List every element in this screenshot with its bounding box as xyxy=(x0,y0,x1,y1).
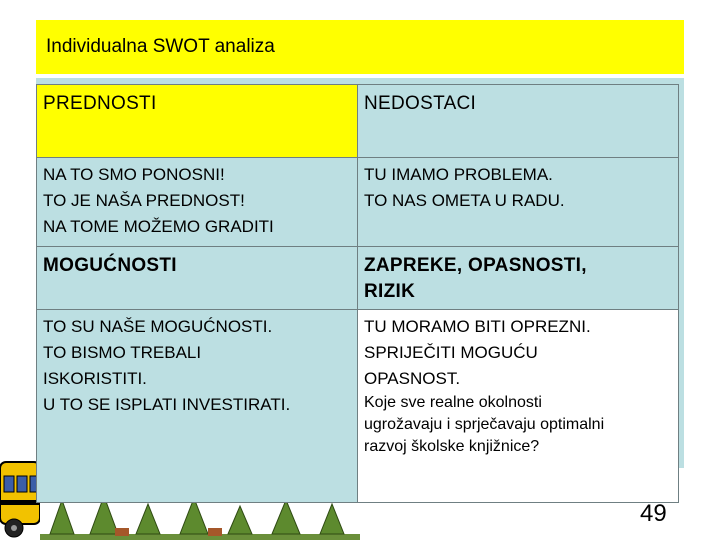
threats-question-line: Koje sve realne okolnosti xyxy=(364,394,542,411)
threats-heading-line: ZAPREKE, OPASNOSTI, xyxy=(364,255,587,276)
threats-header xyxy=(358,247,679,310)
strengths-line: TO JE NAŠA PREDNOST! xyxy=(43,191,245,210)
threats-question-line: ugrožavaju i sprječavaju optimalni xyxy=(364,416,605,433)
strengths-header xyxy=(37,85,358,158)
opportunities-header xyxy=(37,247,358,310)
strengths-line: NA TO SMO PONOSNI! xyxy=(43,165,225,184)
opportunities-heading: MOGUĆNOSTI xyxy=(43,255,177,276)
swot-table xyxy=(36,84,679,503)
slide-title: Individualna SWOT analiza xyxy=(46,36,275,57)
threats-line: SPRIJEČITI MOGUĆU xyxy=(364,343,538,362)
opportunities-line: TO BISMO TREBALI xyxy=(43,343,202,362)
weaknesses-body xyxy=(358,158,679,247)
opportunities-body xyxy=(37,310,358,503)
opportunities-line: U TO SE ISPLATI INVESTIRATI. xyxy=(43,395,291,414)
weaknesses-header xyxy=(358,85,679,158)
opportunities-line: TO SU NAŠE MOGUĆNOSTI. xyxy=(43,317,273,336)
page-number: 49 xyxy=(640,500,667,527)
weaknesses-heading: NEDOSTACI xyxy=(364,93,477,114)
threats-line: OPASNOST. xyxy=(364,369,461,388)
threats-line: TU MORAMO BITI OPREZNI. xyxy=(364,317,591,336)
threats-heading-line: RIZIK xyxy=(364,281,416,302)
threats-body xyxy=(358,310,679,503)
strengths-line: NA TOME MOŽEMO GRADITI xyxy=(43,217,274,236)
strengths-body xyxy=(37,158,358,247)
slide-title-bar xyxy=(36,20,684,74)
weaknesses-line: TU IMAMO PROBLEMA. xyxy=(364,165,553,184)
strengths-heading: PREDNOSTI xyxy=(43,93,157,114)
weaknesses-line: TO NAS OMETA U RADU. xyxy=(364,191,565,210)
threats-question-line: razvoj školske knjižnice? xyxy=(364,438,540,455)
school-bus-icon xyxy=(0,440,40,540)
opportunities-line: ISKORISTITI. xyxy=(43,369,147,388)
